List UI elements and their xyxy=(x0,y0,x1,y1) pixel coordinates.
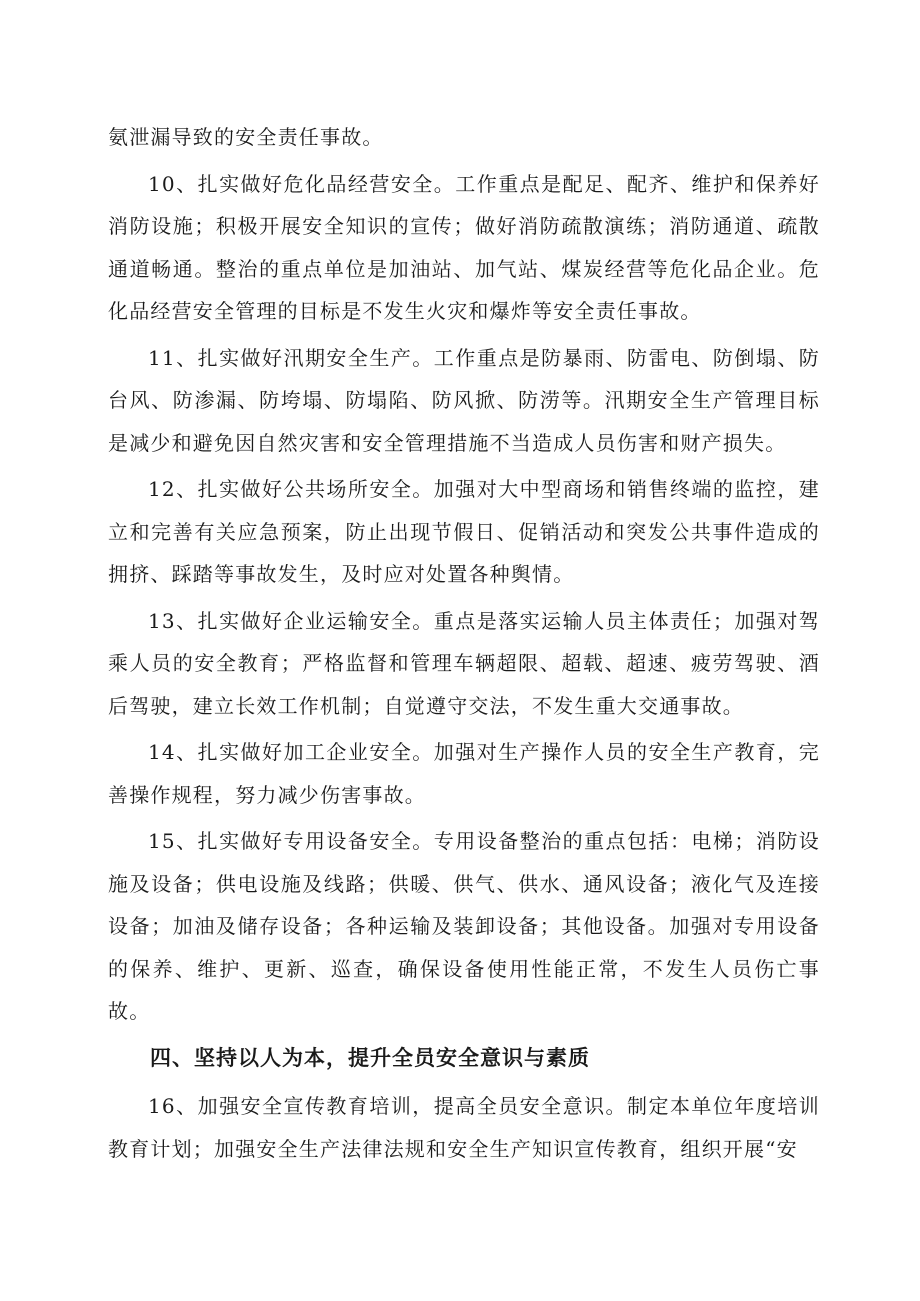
document-page xyxy=(108,116,820,1174)
paragraph-item-12: 12、扎实做好公共场所安全。加强对大中型商场和销售终端的监控，建立和完善有关应急预案，防止出现节假日、促销活动和突发公共事件造成的拥挤、踩踏等事故发生，及时应对处置各种舆情。 xyxy=(108,477,820,586)
paragraph-item-10: 10、扎实做好危化品经营安全。工作重点是配足、配齐、维护和保养好消防设施；积极开展安全知识的宣传；做好消防疏散演练；消防通道、疏散通道畅通。整治的重点单位是加油站、加气站、煤炭经营等危化品企业。危化品经营安全管理的目标是不发生火灾和爆炸等安全责任事故。 xyxy=(108,171,820,323)
paragraph-item-11: 11、扎实做好汛期安全生产。工作重点是防暴雨、防雷电、防倒塌、防台风、防渗漏、防垮塌、防塌陷、防风掀、防涝等。汛期安全生产管理目标是减少和避免因自然灾害和安全管理措施不当造成人员伤害和财产损失。 xyxy=(108,345,820,455)
paragraph-item-15: 15、扎实做好专用设备安全。专用设备整治的重点包括：电梯；消防设施及设备；供电设施及线路；供暖、供气、供水、通风设备；液化气及连接设备；加油及储存设备；各种运输及装卸设备；其他设备。加强对专用设备的保养、维护、更新、巡查，确保设备使用性能正常，不发生人员伤亡事故。 xyxy=(108,829,820,1023)
section-heading: 四、坚持以人为本，提升全员安全意识与素质 xyxy=(150,1045,590,1070)
paragraph-item-16: 16、加强安全宣传教育培训，提高全员安全意识。制定本单位年度培训教育计划；加强安全生产法律法规和安全生产知识宣传教育，组织开展“安 xyxy=(108,1094,820,1161)
paragraph-item-13: 13、扎实做好企业运输安全。重点是落实运输人员主体责任；加强对驾乘人员的安全教育；严格监督和管理车辆超限、超载、超速、疲劳驾驶、酒后驾驶，建立长效工作机制；自觉遵守交法，不发生重大交通事故。 xyxy=(108,608,820,718)
paragraph-continuation: 氨泄漏导致的安全责任事故。 xyxy=(108,125,384,149)
paragraph-item-14: 14、扎实做好加工企业安全。加强对生产操作人员的安全生产教育，完善操作规程，努力减少伤害事故。 xyxy=(108,740,820,807)
